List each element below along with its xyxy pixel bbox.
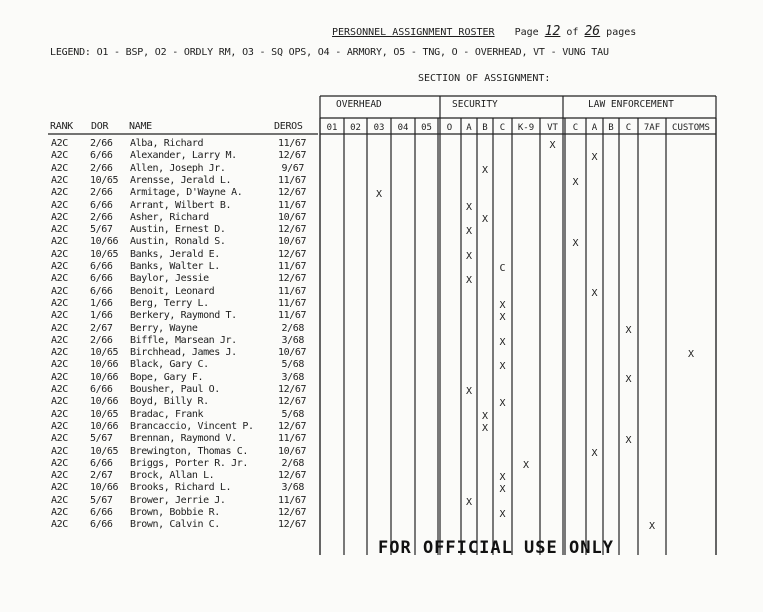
assignment-mark: X: [625, 324, 632, 336]
dor-cell: 10/66: [90, 420, 119, 432]
subcol-customs: CUSTOMS: [672, 123, 710, 133]
col-deros: DEROS: [274, 121, 303, 132]
deros-cell: 11/67: [278, 199, 307, 211]
subcol-o: O: [446, 123, 453, 133]
assignment-mark: X: [523, 459, 530, 471]
name-cell: Brown, Bobbie R.: [130, 507, 220, 518]
deros-cell: 9/67: [281, 162, 304, 174]
assignment-mark: X: [482, 410, 489, 422]
name-cell: Brock, Allan L.: [130, 470, 215, 482]
dor-cell: 10/65: [90, 248, 119, 260]
assignment-mark: C: [499, 263, 506, 274]
rank-cell: A2C: [51, 420, 68, 432]
page-number: 12: [544, 24, 561, 39]
name-cell: Brennan, Raymond V.: [130, 433, 237, 445]
legend: LEGEND: O1 - BSP, O2 - ORDLY RM, O3 - SQ OPS, O4 - ARMORY, O5 - TNG, O - OVERHEAD, VT - VUNG TAU: [50, 47, 609, 58]
name-cell: Boyd, Billy R.: [130, 396, 209, 408]
dor-cell: 1/66: [90, 310, 113, 322]
dor-cell: 6/66: [90, 285, 113, 297]
dor-cell: 10/66: [90, 236, 119, 248]
rank-cell: A2C: [51, 457, 68, 469]
deros-cell: 11/67: [278, 261, 307, 272]
name-cell: Arensse, Jerald L.: [130, 174, 232, 186]
rank-cell: A2C: [51, 334, 68, 346]
deros-cell: 11/67: [278, 138, 307, 149]
deros-cell: 11/67: [278, 433, 307, 445]
rank-cell: A2C: [51, 310, 68, 322]
rank-cell: A2C: [51, 273, 68, 285]
assignment-mark: X: [688, 349, 695, 361]
assignment-mark: X: [466, 201, 473, 213]
col-name: NAME: [129, 121, 152, 132]
deros-cell: 12/67: [278, 384, 307, 395]
official-use-stamp: FOR OFFICIAL USE ONLY: [378, 538, 614, 558]
subcol-7af: 7AF: [643, 123, 661, 133]
deros-cell: 11/67: [278, 174, 307, 186]
rank-cell: A2C: [51, 150, 68, 162]
name-cell: Benoit, Leonard: [130, 285, 215, 297]
rank-cell: A2C: [51, 138, 68, 149]
deros-cell: 10/67: [278, 347, 307, 359]
name-cell: Asher, Richard: [130, 211, 209, 223]
dor-cell: 10/66: [90, 396, 119, 408]
rank-cell: A2C: [51, 199, 68, 211]
rank-cell: A2C: [51, 507, 68, 518]
assignment-mark: X: [466, 496, 473, 508]
dor-cell: 10/65: [90, 347, 119, 359]
dor-cell: 6/66: [90, 150, 113, 162]
deros-cell: 12/67: [278, 150, 307, 162]
page-label: Page: [514, 27, 539, 38]
deros-cell: 2/68: [281, 322, 304, 334]
deros-cell: 12/67: [278, 187, 307, 199]
assignment-mark: X: [466, 226, 473, 238]
deros-cell: 2/68: [281, 457, 304, 469]
dor-cell: 6/66: [90, 457, 113, 469]
name-cell: Armitage, D'Wayne A.: [130, 187, 243, 199]
dor-cell: 5/67: [90, 494, 113, 506]
name-cell: Berg, Terry L.: [130, 297, 209, 309]
dor-cell: 2/66: [90, 334, 113, 346]
subcol-vt: VT: [547, 123, 558, 133]
name-cell: Brown, Calvin C.: [130, 519, 220, 531]
rank-cell: A2C: [51, 445, 68, 457]
name-cell: Banks, Walter L.: [130, 261, 220, 272]
name-cell: Bousher, Paul O.: [130, 384, 220, 395]
name-cell: Alba, Richard: [130, 138, 204, 149]
subcol-b: B: [482, 123, 488, 133]
deros-cell: 3/68: [281, 334, 304, 346]
assignment-mark: X: [572, 238, 579, 250]
subcol-03: 03: [373, 123, 385, 133]
assignment-mark: X: [591, 447, 598, 459]
deros-cell: 11/67: [278, 285, 307, 297]
subcol-c: C: [572, 123, 579, 133]
deros-cell: 10/67: [278, 211, 307, 223]
deros-cell: 12/67: [278, 470, 307, 482]
name-cell: Bradac, Frank: [130, 408, 204, 420]
col-rank: RANK: [50, 121, 73, 132]
dor-cell: 6/66: [90, 507, 113, 518]
assignment-mark: X: [572, 176, 579, 188]
assignment-mark: X: [499, 484, 506, 496]
rank-cell: A2C: [51, 408, 68, 420]
rank-cell: A2C: [51, 174, 68, 186]
name-cell: Allen, Joseph Jr.: [130, 162, 226, 174]
assignment-mark: X: [466, 386, 473, 397]
rank-cell: A2C: [51, 297, 68, 309]
col-dor: DOR: [91, 121, 109, 132]
subcol-c: C: [499, 123, 506, 133]
roster-title: PERSONNEL ASSIGNMENT ROSTER: [332, 27, 495, 38]
assignment-mark: X: [466, 275, 473, 287]
name-cell: Austin, Ronald S.: [130, 236, 226, 248]
name-cell: Austin, Ernest D.: [130, 224, 226, 236]
dor-cell: 10/65: [90, 445, 119, 457]
assignment-mark: X: [499, 299, 506, 311]
dor-cell: 10/65: [90, 174, 119, 186]
rank-cell: A2C: [51, 162, 68, 174]
name-cell: Arrant, Wilbert B.: [130, 199, 232, 211]
deros-cell: 12/67: [278, 273, 307, 285]
subcol-k-9: K-9: [517, 123, 535, 133]
subcol-b: B: [608, 123, 614, 133]
assignment-mark: X: [499, 312, 506, 324]
deros-cell: 10/67: [278, 445, 307, 457]
dor-cell: 1/66: [90, 297, 113, 309]
deros-cell: 11/67: [278, 494, 307, 506]
assignment-mark: X: [482, 164, 489, 176]
rank-cell: A2C: [51, 187, 68, 199]
rank-cell: A2C: [51, 347, 68, 359]
dor-cell: 2/67: [90, 322, 113, 334]
dor-cell: 6/66: [90, 261, 113, 272]
assignment-mark: X: [482, 213, 489, 225]
rank-cell: A2C: [51, 236, 68, 248]
deros-cell: 12/67: [278, 519, 307, 531]
assignment-mark: X: [482, 422, 489, 434]
deros-cell: 12/67: [278, 507, 307, 518]
dor-cell: 2/66: [90, 211, 113, 223]
assignment-mark: X: [466, 250, 473, 262]
rank-cell: A2C: [51, 384, 68, 395]
name-cell: Brooks, Richard L.: [130, 482, 232, 494]
deros-cell: 3/68: [281, 482, 304, 494]
rank-cell: A2C: [51, 396, 68, 408]
assignment-mark: X: [625, 373, 632, 385]
name-cell: Alexander, Larry M.: [130, 150, 237, 162]
deros-cell: 11/67: [278, 297, 307, 309]
assignment-mark: X: [376, 189, 383, 201]
subcol-01: 01: [326, 123, 338, 133]
rank-cell: A2C: [51, 482, 68, 494]
assignment-mark: X: [591, 152, 598, 164]
group-security: SECURITY: [452, 99, 498, 110]
name-cell: Baylor, Jessie: [130, 273, 209, 285]
assignment-mark: X: [499, 336, 506, 348]
assignment-mark: X: [625, 435, 632, 447]
dor-cell: 6/66: [90, 273, 113, 285]
rank-cell: A2C: [51, 224, 68, 236]
rank-cell: A2C: [51, 371, 68, 383]
name-cell: Brewington, Thomas C.: [130, 445, 249, 457]
dor-cell: 6/66: [90, 199, 113, 211]
rank-cell: A2C: [51, 322, 68, 334]
name-cell: Berkery, Raymond T.: [130, 310, 237, 322]
pages-label: pages: [606, 27, 637, 38]
rank-cell: A2C: [51, 285, 68, 297]
name-cell: Brower, Jerrie J.: [130, 494, 226, 506]
name-cell: Brancaccio, Vincent P.: [130, 420, 254, 432]
rank-cell: A2C: [51, 519, 68, 531]
rank-cell: A2C: [51, 494, 68, 506]
dor-cell: 2/66: [90, 138, 113, 149]
assignment-mark: X: [549, 140, 556, 151]
name-cell: Banks, Jerald E.: [130, 248, 220, 260]
subcol-05: 05: [421, 123, 432, 133]
dor-cell: 10/66: [90, 482, 119, 494]
total-pages: 26: [584, 24, 601, 39]
dor-cell: 10/65: [90, 408, 119, 420]
dor-cell: 6/66: [90, 519, 113, 531]
rank-cell: A2C: [51, 433, 68, 445]
deros-cell: 12/67: [278, 396, 307, 408]
assignment-mark: X: [499, 398, 506, 410]
deros-cell: 12/67: [278, 248, 307, 260]
dor-cell: 5/67: [90, 224, 113, 236]
assignment-mark: X: [499, 509, 506, 520]
group-overhead: OVERHEAD: [336, 99, 382, 110]
rank-cell: A2C: [51, 261, 68, 272]
deros-cell: 12/67: [278, 224, 307, 236]
deros-cell: 10/67: [278, 236, 307, 248]
dor-cell: 10/66: [90, 359, 119, 371]
deros-cell: 11/67: [278, 310, 307, 322]
dor-cell: 2/66: [90, 162, 113, 174]
rank-cell: A2C: [51, 248, 68, 260]
section-label: SECTION OF ASSIGNMENT:: [418, 73, 551, 84]
name-cell: Bope, Gary F.: [130, 371, 204, 383]
deros-cell: 5/68: [281, 408, 304, 420]
deros-cell: 3/68: [281, 371, 304, 383]
group-law-enforcement: LAW ENFORCEMENT: [588, 99, 674, 110]
assignment-mark: X: [649, 521, 656, 533]
dor-cell: 2/67: [90, 470, 113, 482]
name-cell: Birchhead, James J.: [130, 347, 237, 359]
name-cell: Black, Gary C.: [130, 359, 209, 371]
rank-cell: A2C: [51, 359, 68, 371]
name-cell: Briggs, Porter R. Jr.: [130, 457, 249, 469]
subcol-02: 02: [350, 123, 361, 133]
dor-cell: 6/66: [90, 384, 113, 395]
deros-cell: 5/68: [281, 359, 304, 371]
assignment-mark: X: [499, 361, 506, 373]
of-label: of: [566, 27, 579, 38]
rank-cell: A2C: [51, 470, 68, 482]
subcol-a: A: [466, 123, 472, 133]
subcol-a: A: [591, 123, 598, 133]
rank-cell: A2C: [51, 211, 68, 223]
assignment-mark: X: [591, 287, 598, 299]
deros-cell: 12/67: [278, 420, 307, 432]
dor-cell: 2/66: [90, 187, 113, 199]
name-cell: Biffle, Marsean Jr.: [130, 334, 237, 346]
subcol-04: 04: [397, 123, 409, 133]
assignment-mark: X: [499, 472, 506, 484]
subcol-c: C: [625, 123, 632, 133]
dor-cell: 10/66: [90, 371, 119, 383]
name-cell: Berry, Wayne: [130, 322, 198, 334]
dor-cell: 5/67: [90, 433, 113, 445]
